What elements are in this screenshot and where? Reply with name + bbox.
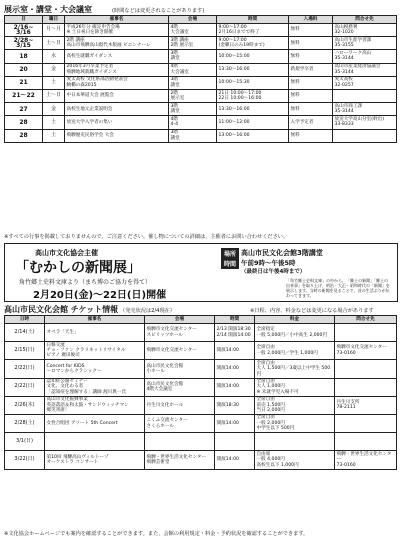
- events-cell-f: 無料: [289, 76, 333, 89]
- events-cell-c: 高山税務署 32-1020: [333, 24, 397, 37]
- events-cell-d: 20: [5, 63, 43, 76]
- events-cell-v: 4階 大会議室: [169, 63, 217, 76]
- tickets-cell-d: 2/28(土): [5, 414, 45, 432]
- events-cell-w: 土: [43, 76, 65, 89]
- tickets-cell-f: 全席自由 大人 1,000円 ※ 未就学児入場不可: [255, 378, 335, 396]
- events-cell-d: 21～22: [5, 89, 43, 102]
- tickets-cell-e: [45, 433, 145, 451]
- events-cell-w: 月～月: [43, 24, 65, 37]
- events-cell-d: 28: [5, 129, 43, 142]
- events-row: [5, 129, 397, 142]
- events-cell-f: 無料: [289, 37, 333, 50]
- tickets-cell-f: 自由席 一般 4,000円 高校生以下 1,000円: [255, 451, 335, 469]
- banner-note: 「角竹郷土史料文庫」の中から、「郷土の新聞」「郷土の出来事」を取り上げ、明治・大正・昭和時代の「新聞」を展示します。当時の新聞を見ることで、昔の生活ぶりが伝わってきます。: [286, 278, 390, 298]
- events-cell-e: 高校生地元企業説明会: [65, 103, 169, 116]
- events-cell-d: 2/28~ 3/15: [5, 37, 43, 50]
- events-cell-w: 土: [43, 116, 65, 129]
- tickets-cell-c: [335, 360, 397, 378]
- tickets-cell-f: 全席自由 一般 2,000円 中学生以下 500円: [255, 414, 335, 432]
- events-cell-f: 入学予定者: [289, 116, 333, 129]
- page-footer: ※文化協会ホームページでも案内を確認することができます。また、会館の利用規定・料金・予約状況を確認することができます。: [4, 531, 309, 537]
- tickets-cell-c: 飛騨・世界生活文化センター 73-0160: [335, 451, 397, 469]
- events-cell-d: 18: [5, 50, 43, 63]
- events-cell-v: 4階 4-4: [169, 116, 217, 129]
- tickets-cell-f: 全席自由 一般 2,000円／学生 1,000円: [255, 342, 335, 360]
- events-cell-e: 放送大学入学者の集い: [65, 116, 169, 129]
- events-row: [5, 24, 397, 37]
- events-cell-d: 21: [5, 76, 43, 89]
- tickets-cell-e: 認知症公開セミナー 文化、文化わる者 「認知症を理解する」講師 渥川典一氏: [45, 378, 145, 396]
- banner-place-label: 場所: [221, 248, 239, 259]
- tickets-cell-v: 丹生川文化ホール: [145, 396, 215, 414]
- tickets-cell-v: [145, 433, 215, 451]
- events-cell-e: 飛騨歴史民俗学会 大会: [65, 129, 169, 142]
- section-title-events: 展示室・講堂・大会議室: [4, 5, 92, 14]
- tickets-cell-t: 開演14:00: [215, 378, 255, 396]
- tickets-cell-v: こくふ交流センター さくらホール: [145, 414, 215, 432]
- events-cell-t: 13:30～16:00: [217, 63, 289, 76]
- events-cell-f: 無料: [289, 129, 333, 142]
- events-cell-t: 13:00～16:00: [217, 129, 289, 142]
- events-cell-c: 高山市産業経済協議会 35-3144: [333, 63, 397, 76]
- tickets-cell-v: 飛騨市文化交流センター スピリッツホール: [145, 324, 215, 342]
- tickets-row: [5, 414, 397, 432]
- events-cell-w: 土～日: [43, 89, 65, 102]
- tickets-row: [5, 378, 397, 396]
- events-cell-d: 2/16~ 3/16: [5, 24, 43, 37]
- banner-organizer: 高山市文化協会主催: [35, 249, 98, 257]
- tickets-cell-d: 2/22(日): [5, 360, 45, 378]
- section-title-tickets: 高山市民文化会館 チケット情報: [4, 305, 119, 314]
- tickets-row: [5, 360, 397, 378]
- events-row: [5, 37, 397, 50]
- events-row: [5, 116, 397, 129]
- events-cell-t: 9:00～17:00 (金曜日のみ19時まで): [217, 37, 289, 50]
- tickets-cell-t: 開演14:00: [215, 414, 255, 432]
- events-header-cell: 問合せ先: [333, 16, 397, 24]
- tickets-cell-v: 高山市民文化会館 4階大会議室: [145, 378, 215, 396]
- tickets-cell-f: [255, 433, 335, 451]
- events-row: [5, 63, 397, 76]
- tickets-row: [5, 433, 397, 451]
- events-cell-w: 土: [43, 129, 65, 142]
- tickets-header-cell: 会場: [145, 316, 215, 324]
- events-cell-e: 2016年3月卒業予定者 飛騨地域就職ガイダンス: [65, 63, 169, 76]
- section-note-tickets: （発売状況は2/4現在）: [120, 308, 176, 314]
- events-row: [5, 89, 397, 102]
- tickets-cell-v: 飛騨市文化交流センター: [145, 342, 215, 360]
- tickets-cell-e: Concert for KIDS ～ロマンからクラシック～: [45, 360, 145, 378]
- events-cell-t: 13:30～16:00: [217, 103, 289, 116]
- tickets-cell-e: 第10回 飛騨高山ヴィルトーゾ オーケストラ コンサート: [45, 451, 145, 469]
- events-cell-c: 放送大学高山分室(幹出) 33-8333: [333, 116, 397, 129]
- events-cell-d: 27: [5, 103, 43, 116]
- tickets-cell-f: 全席指定 一般 5,000円／小中高生 2,000円: [255, 324, 335, 342]
- banner-time-label: 時間: [221, 258, 239, 269]
- events-cell-v: 3階 講堂: [169, 76, 217, 89]
- tickets-header-cell: 料金: [255, 316, 335, 324]
- tickets-cell-v: 飛騨・世界生活文化センター 飛騨芸術堂: [145, 451, 215, 469]
- tickets-cell-t: 開演18:30: [215, 396, 255, 414]
- tickets-cell-f: 全席自由 大人 1,500円／3歳以上中学生 500円: [255, 360, 335, 378]
- tickets-cell-d: 2/26(木): [5, 396, 45, 414]
- tickets-cell-d: 3/1(日): [5, 433, 45, 451]
- events-header-cell: 曜日: [43, 16, 65, 24]
- events-cell-t: 11:00～12:00: [217, 116, 289, 129]
- events-cell-c: [333, 89, 397, 102]
- tickets-cell-t: [215, 433, 255, 451]
- events-row: [5, 103, 397, 116]
- tickets-header-cell: 時間: [215, 316, 255, 324]
- events-cell-e: 愛太高校 文化系部活動発表会 鯖櫛の森2015: [65, 76, 169, 89]
- events-header-cell: 入場料: [289, 16, 333, 24]
- events-cell-w: 土～日: [43, 37, 65, 50]
- tickets-cell-e: 高山市文化振興事業 英語落語＆和太鼓・サンドウィッチマン 爆笑寄席！: [45, 396, 145, 414]
- events-cell-d: 28: [5, 116, 43, 129]
- tickets-cell-t: 開演14:00: [215, 342, 255, 360]
- events-cell-v: 4階 大会議室: [169, 24, 217, 37]
- tickets-cell-c: 飛騨市文化交流センター 73-0160: [335, 342, 397, 360]
- tickets-cell-e: 女性合唱団 アリート 5th Concert: [45, 414, 145, 432]
- tickets-cell-c: [335, 378, 397, 396]
- banner-time: 午前9時～午後5時: [241, 259, 296, 267]
- events-cell-e: 高校生就職ガイダンス: [65, 50, 169, 63]
- tickets-cell-c: 丹生川支所 78-2111: [335, 396, 397, 414]
- events-header-cell: 会場: [169, 16, 217, 24]
- events-cell-c: 高山市商工課 35-3144: [333, 103, 397, 116]
- events-cell-f: 無料: [289, 24, 333, 37]
- banner-time-note: （最終日は午後4時まで）: [241, 269, 306, 275]
- tickets-cell-f: 全席自由 前売 1,500円 当日 2,000円: [255, 396, 335, 414]
- events-header-cell: 催事名: [65, 16, 169, 24]
- events-cell-c: ハローワーク高山 35-3144: [333, 50, 397, 63]
- events-cell-t: 9:00～17:00 2月16日までで終了: [217, 24, 289, 37]
- tickets-cell-c: [335, 324, 397, 342]
- tickets-cell-e: オペラ「天生」: [45, 324, 145, 342]
- events-cell-v: 3階 講堂: [169, 129, 217, 142]
- banner-subtitle: 角竹郷土史料文庫より（まち博のご協力を得て）: [19, 279, 152, 286]
- events-cell-t: 21日 10:00～17:00 22日 10:00～16:00: [217, 89, 289, 102]
- tickets-cell-d: 2/14(土): [5, 324, 45, 342]
- events-cell-f: 無料: [289, 89, 333, 102]
- events-cell-e: 平成26年分 確定申告会場 ※ 土日祝日を除き開催: [65, 24, 169, 37]
- events-row: [5, 76, 397, 89]
- tickets-header-cell: 日時: [5, 316, 45, 324]
- events-cell-e: 2階 講座 高山市飛騨高山現代木版画 ビエンナーレ: [65, 37, 169, 50]
- events-cell-t: 10:00～15:00: [217, 50, 289, 63]
- events-cell-f: 無料: [289, 103, 333, 116]
- tickets-header-cell: 問合せ先: [335, 316, 397, 324]
- events-cell-w: 金: [43, 63, 65, 76]
- exhibition-banner: [4, 243, 398, 302]
- events-header-cell: 日: [5, 16, 43, 24]
- tickets-row: [5, 324, 397, 342]
- events-cell-v: 3階 講堂: [169, 103, 217, 116]
- tickets-row: [5, 342, 397, 360]
- events-cell-f: 新規学卒者: [289, 63, 333, 76]
- section-note-events: (時間などは変更されることがあります): [112, 8, 205, 14]
- tickets-header-cell: 催事名: [45, 316, 145, 324]
- banner-title: 「むかしの新聞展」: [15, 260, 141, 276]
- tickets-cell-c: [335, 414, 397, 432]
- tickets-cell-d: 2/22(日): [5, 378, 45, 396]
- tickets-cell-t: 開演14:00: [215, 451, 255, 469]
- events-footnote: ※すべての行事を掲載しておりませんので、ご注意ください。催し物についての詳細は、主催者にお問い合わせください。: [4, 234, 289, 240]
- tickets-table: [4, 315, 397, 470]
- events-cell-e: 中日本華道大会 展覧会: [65, 89, 169, 102]
- events-cell-v: 3階 講堂: [169, 50, 217, 63]
- tickets-row: [5, 451, 397, 469]
- events-cell-w: 金: [43, 103, 65, 116]
- events-row: [5, 50, 397, 63]
- tickets-cell-d: 3/22(日): [5, 451, 45, 469]
- tickets-cell-e: 日韓交流 チョ・ファン クラリネットリサイタル ピアノ 廣田俊司: [45, 342, 145, 360]
- events-header-cell: 時間: [217, 16, 289, 24]
- events-cell-c: 愛太高校 32-0257: [333, 76, 397, 89]
- tickets-cell-t: 2/13 開演18:30 2/14 開演14:00: [215, 324, 255, 342]
- tickets-cell-t: 開演14:00: [215, 360, 255, 378]
- events-cell-t: 10:00～15:30: [217, 76, 289, 89]
- events-cell-c: 高山市生涯学習課 35-3155: [333, 37, 397, 50]
- tickets-row: [5, 396, 397, 414]
- events-cell-c: [333, 129, 397, 142]
- section-note2-tickets: ※日程、内容、料金などは変更になる場合があります: [250, 308, 374, 314]
- tickets-cell-v: 高山市民文化会館 小ホール: [145, 360, 215, 378]
- events-cell-f: 無料: [289, 50, 333, 63]
- events-cell-v: 3階 講座 2階 展示室: [169, 37, 217, 50]
- banner-place: 高山市民文化会館3階講堂: [241, 249, 323, 257]
- tickets-cell-c: [335, 433, 397, 451]
- banner-dates: 2月20日(金)～22日(日)開催: [33, 290, 167, 301]
- tickets-cell-d: 2/15(日): [5, 342, 45, 360]
- events-cell-v: 2階 展示室: [169, 89, 217, 102]
- events-cell-w: 水: [43, 50, 65, 63]
- events-table: [4, 15, 397, 143]
